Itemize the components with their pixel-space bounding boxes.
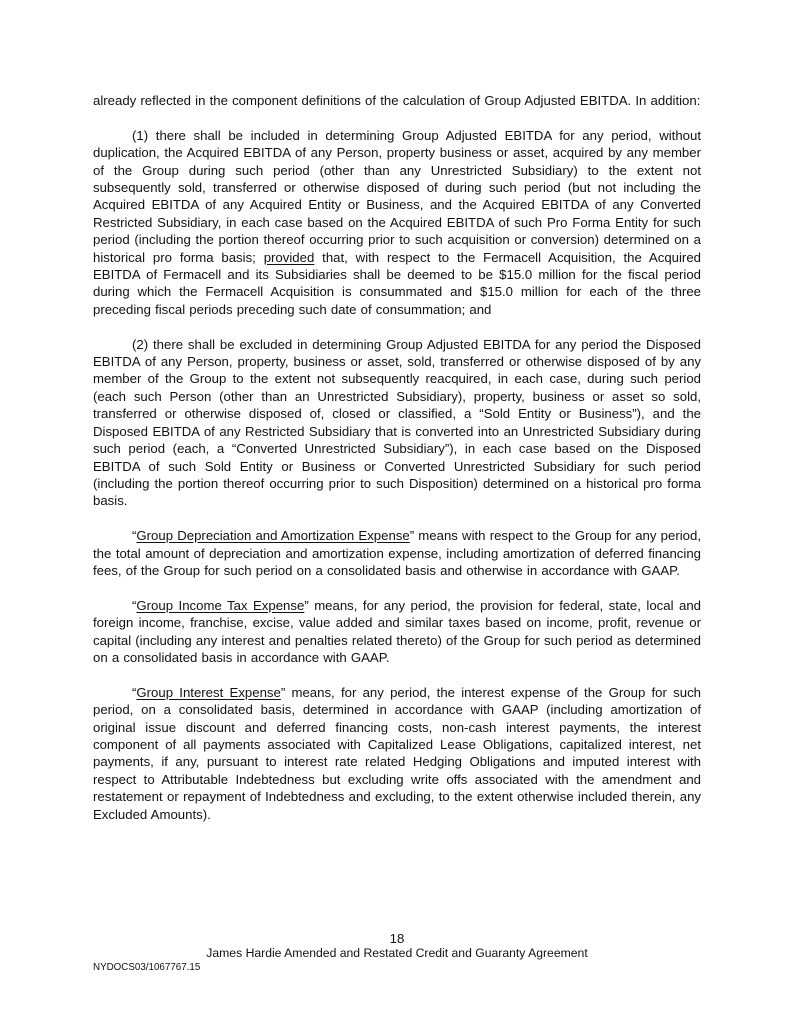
page-footer [93, 932, 701, 974]
paragraph-definition-group-interest-expense [93, 684, 701, 823]
text-run: (2) there shall be excluded in determining Group Adjusted EBITDA for any period the Disposed EBITDA of any Person, property, business or asset, sold, transferred or otherwise disposed of by any member of the Group to the extent not subsequently reacquired, in each case, during such period (each such Person (other than an Unrestricted Subsidiary), property, business or asset so sold, transferred or otherwise disposed of, closed or classified, a “Sold Entity or Business”), and the Disposed EBITDA of any Restricted Subsidiary that is converted into an Unrestricted Subsidiary during such period (each, a “Converted Unrestricted Subsidiary”), in each case based on the Disposed EBITDA of such Sold Entity or Business or Converted Unrestricted Subsidiary for such period (including the portion thereof occurring prior to such Disposition) determined on a historical pro forma basis. [93, 336, 701, 509]
text-run: that, with respect to the Fermacell Acquisition, the Acquired EBITDA of Fermacell and its Subsidiaries shall be deemed to be $15.0 million for the fiscal period during which the Fermacell Acquisition is consummated and $15.0 million for each of the three preceding fiscal periods preceding such date of consummation; and [93, 249, 701, 317]
underlined-term: provided [263, 249, 315, 265]
text-run: “ [132, 684, 137, 700]
text-run: “ [132, 597, 137, 613]
paragraph-definition-group-depreciation-and-amortization-expense [93, 527, 701, 579]
text-run: ” means, for any period, the interest expense of the Group for such period, on a consolidated basis, determined in accordance with GAAP (including amortization of original issue discount and deferred financing costs, non-cash interest payments, the interest component of all payments associated with Capitalized Lease Obligations, capitalized interest, net payments, if any, pursuant to interest rate related Hedging Obligations and imputed interest with respect to Attributable Indebtedness but excluding write offs associated with the amendment and restatement or repayment of Indebtedness and excluding, to the extent otherwise included therein, any Excluded Amounts). [93, 684, 701, 822]
text-run: ” means with respect to the Group for any period, the total amount of depreciation and amortization expense, including amortization of deferred financing fees, of the Group for such period on a consolidated basis and otherwise in accordance with GAAP. [93, 528, 701, 578]
text-run: ” means, for any period, the provision for federal, state, local and foreign income, franchise, excise, value added and similar taxes based on income, profit, revenue or capital (including any interest and penalties related thereto) of the Group for such period as determined on a consolidated basis in accordance with GAAP. [93, 597, 701, 665]
footer-document-reference: NYDOCS03/1067767.15 [93, 962, 201, 973]
paragraph-clause-1-acquired-ebitda [93, 127, 701, 318]
footer-document-title: James Hardie Amended and Restated Credit and Guaranty Agreement [206, 946, 588, 960]
underlined-term: Group Depreciation and Amortization Expense [136, 528, 410, 544]
paragraph-intro-continuation [93, 92, 701, 109]
paragraph-definition-group-income-tax-expense [93, 597, 701, 667]
document-body [93, 92, 701, 840]
page-number: 18 [389, 931, 405, 946]
underlined-term: Group Interest Expense [136, 684, 281, 700]
text-run: already reflected in the component definitions of the calculation of Group Adjusted EBITDA. In addition: [93, 93, 701, 108]
paragraph-clause-2-disposed-ebitda [93, 336, 701, 510]
text-run: “ [132, 528, 137, 544]
underlined-term: Group Income Tax Expense [136, 597, 305, 613]
text-run: (1) there shall be included in determining Group Adjusted EBITDA for any period, without duplication, the Acquired EBITDA of any Person, property business or asset, acquired by any member of the Group during such period (other than any Unrestricted Subsidiary) to the extent not subsequently sold, transferred or otherwise disposed of during such period (but not including the Acquired EBITDA of any Acquired Entity or Business, and the Acquired EBITDA of any Converted Restricted Subsidiary, in each case based on the Acquired EBITDA of such Pro Forma Entity for such period (including the portion thereof occurring prior to such acquisition or conversion) determined on a historical pro forma basis; [93, 127, 701, 265]
